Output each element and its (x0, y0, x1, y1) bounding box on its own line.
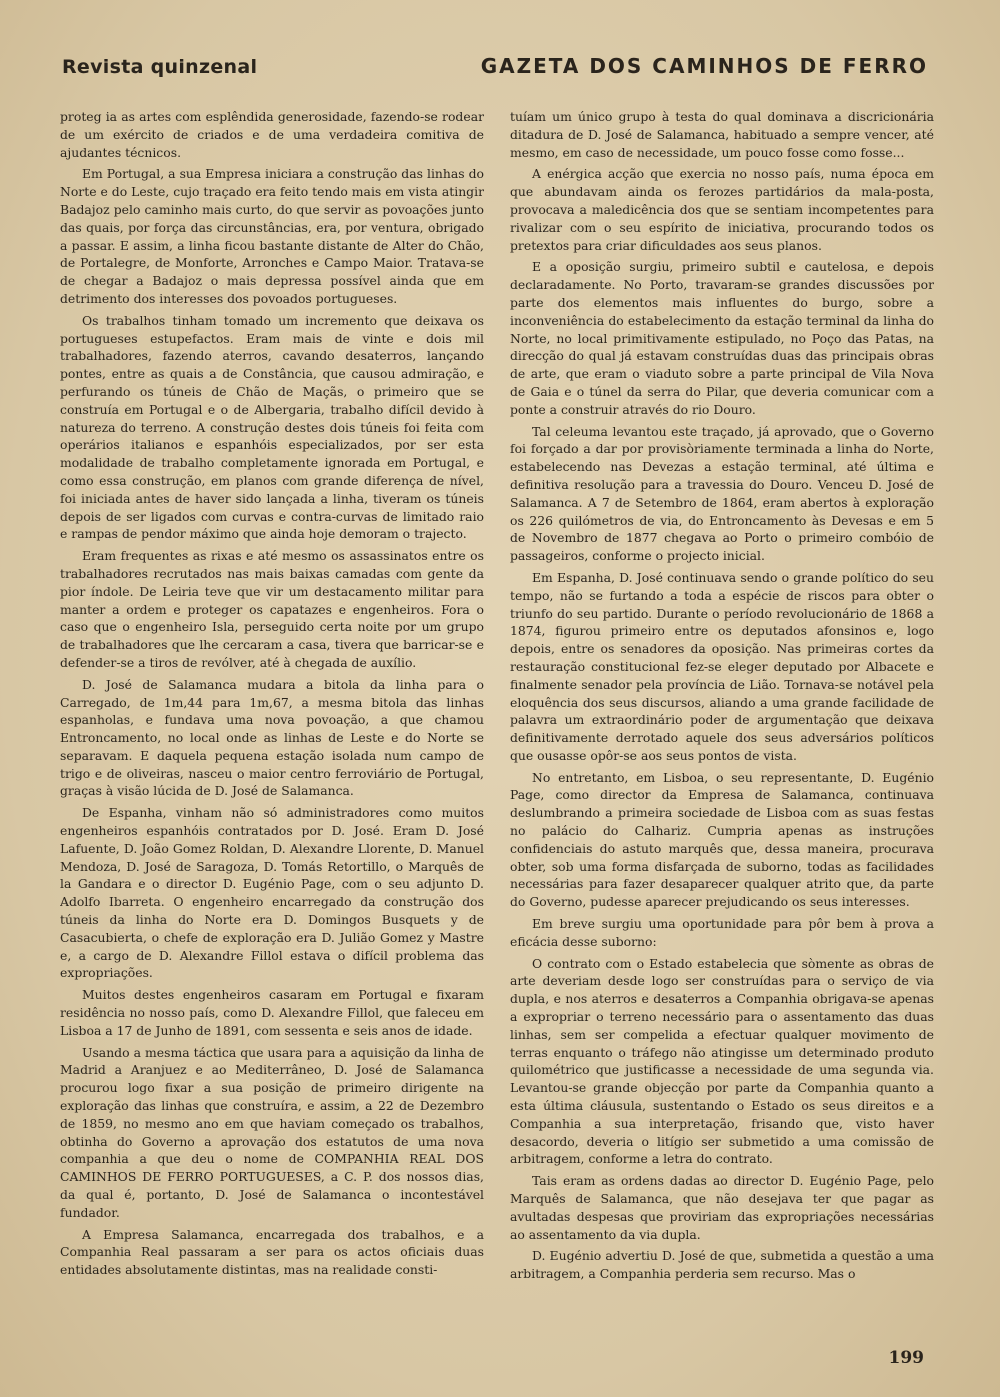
paragraph: Eram frequentes as rixas e até mesmo os assassinatos entre os trabalhadores recrutados nas mais baixas camadas com gente da pior índole. De Leiria teve que vir um destacamento militar para manter a ordem e proteger os capatazes e engenheiros. Fora o caso que o engenheiro Isla, perseguido certa noite por um grupo de trabalhadores que lhe cercaram a casa, tivera que barricar-se e defender-se a tiros de revólver, até à chegada de auxílio. (60, 548, 484, 670)
paragraph: A Empresa Salamanca, encarregada dos trabalhos, e a Companhia Real passaram a ser para os actos oficiais duas entidades absolutamente distintas, mas na realidade consti- (60, 1226, 484, 1278)
paragraph: No entretanto, em Lisboa, o seu representante, D. Eugénio Page, como director da Empresa de Salamanca, continuava deslumbrando a primeira sociedade de Lisboa com as suas festas no palácio do Calhariz. Cumpria apenas as instruções confidenciais do astuto marquês que, dessa maneira, procurava obter, sob uma forma disfarçada de suborno, todas as facilidades necessárias para fazer desaparecer qualquer atrito que, da parte do Governo, pudesse aparecer prejudicando os seus interesses. (510, 769, 934, 910)
left-column (60, 108, 484, 1328)
paragraph: A enérgica acção que exercia no nosso país, numa época em que abundavam ainda os ferozes partidários da mala-posta, provocava a maledicência dos que se sentiam incompetentes para rivalizar com o seu espírito de iniciativa, procurando todos os pretextos para criar dificuldades aos seus planos. (510, 166, 934, 253)
paragraph: Muitos destes engenheiros casaram em Portugal e fixaram residência no nosso país, como D. Alexandre Fillol, que faleceu em Lisboa a 17 de Junho de 1891, com sessenta e seis anos de idade. (60, 987, 484, 1038)
paragraph: D. Eugénio advertiu D. José de que, submetida a questão a uma arbitragem, a Companhia perderia sem recurso. Mas o (510, 1248, 934, 1282)
header-left: Revista quinzenal (62, 56, 258, 78)
paragraph: Tal celeuma levantou este traçado, já aprovado, que o Governo foi forçado a dar por provisòriamente terminada a linha do Norte, estabelecendo nas Devezas a estação terminal, até última e definitiva resolução para a travessia do Douro. Venceu D. José de Salamanca. A 7 de Setembro de 1864, eram abertos à exploração os 226 quilómetros de via, do Entroncamento às Devesas e em 5 de Novembro de 1877 chegava ao Porto o primeiro combóio de passageiros, conforme o projecto inicial. (510, 423, 934, 564)
paragraph: O contrato com o Estado estabelecia que sòmente as obras de arte deveriam desde logo ser construídas para o serviço de via dupla, e nos aterros e desaterros a Companhia obrigava-se apenas a expropriar o terreno necessário para o assentamento das duas linhas, sem ser compelida a efectuar qualquer movimento de terras enquanto o tráfego não atingisse um determinado produto quilométrico que justificasse a necessidade de uma segunda via. Levantou-se grande objecção por parte da Companhia quanto a esta última cláusula, sustentando o Estado os seus direitos e a Companhia a sua interpretação, frisando que, visto haver desacordo, deveria o litígio ser submetido a uma comissão de arbitragem, conforme a letra do contrato. (510, 955, 934, 1167)
paragraph: Em Portugal, a sua Empresa iniciara a construção das linhas do Norte e do Leste, cujo traçado era feito tendo mais em vista atingir Badajoz pelo caminho mais curto, do que servir as povoações junto das quais, por força das circunstâncias, era, por ventura, obrigado a passar. E assim, a linha ficou bastante distante de Alter do Chão, de Portalegre, de Monforte, Arronches e Campo Maior. Tratava-se de chegar a Badajoz o mais depressa possível ainda que em detrimento dos interesses dos povoados portugueses. (60, 166, 484, 306)
paragraph: Usando a mesma táctica que usara para a aquisição da linha de Madrid a Aranjuez e ao Mediterrâneo, D. José de Salamanca procurou logo fixar a sua posição de primeiro dirigente na exploração das linhas que construíra, e assim, a 22 de Dezembro de 1859, no mesmo ano em que haviam começado os trabalhos, obtinha do Governo a aprovação dos estatutos de uma nova companhia a que deu o nome de COMPANHIA REAL DOS CAMINHOS DE FERRO PORTUGUESES, a C. P. dos nossos dias, da qual é, portanto, D. José de Salamanca o incontestável fundador. (60, 1044, 484, 1220)
paragraph: Os trabalhos tinham tomado um incremento que deixava os portugueses estupefactos. Eram mais de vinte e dois mil trabalhadores, fazendo aterros, cavando desaterros, lançando pontes, entre as quais a de Constância, que causou admiração, e perfurando os túneis de Chão de Maçãs, o primeiro que se construía em Portugal e o de Albergaria, trabalho difícil devido à natureza do terreno. A construção destes dois túneis foi feita com operários italianos e espanhóis especializados, por ser esta modalidade de trabalho completamente ignorada em Portugal, e como essa construção, em planos com grande diferença de nível, foi iniciada antes de haver sido lançada a linha, tiveram os túneis depois de ser ligados com curvas e contra-curvas de limitado raio e rampas de pendor máximo que ainda hoje demoram o trajecto. (60, 312, 484, 542)
paragraph: Em breve surgiu uma oportunidade para pôr bem à prova a eficácia desse suborno: (510, 916, 934, 949)
paragraph: D. José de Salamanca mudara a bitola da linha para o Carregado, de 1m,44 para 1m,67, a mesma bitola das linhas espanholas, e fundava uma nova povoação, a que chamou Entroncamento, no local onde as linhas de Leste e do Norte se separavam. E daquela pequena estação isolada num campo de trigo e de oliveiras, nasceu o maior centro ferroviário de Portugal, graças à visão lúcida de D. José de Salamanca. (60, 676, 484, 799)
paragraph: Em Espanha, D. José continuava sendo o grande político do seu tempo, não se furtando a toda a espécie de riscos para obter o triunfo do seu partido. Durante o período revolucionário de 1868 a 1874, figurou primeiro entre os deputados afonsinos e, logo depois, entre os senadores da oposição. Nas primeiras cortes da restauração constitucional fez-se eleger deputado por Albacete e finalmente senador pela província de Lião. Tornava-se notável pela eloquência dos seus discursos, aliando a uma grande facilidade de palavra um extraordinário poder de argumentação que deixava definitivamente derrotado aquele dos seus adversários políticos que ousasse opôr-se aos seus pontos de vista. (510, 569, 934, 763)
paragraph: tuíam um único grupo à testa do qual dominava a discricionária ditadura de D. José de Salamanca, habituado a sempre vencer, até mesmo, em caso de necessidade, um pouco fosse como fosse... (510, 109, 934, 160)
paragraph: Tais eram as ordens dadas ao director D. Eugénio Page, pelo Marquês de Salamanca, que não desejava ter que pagar as avultadas despesas que proviriam das expropriações necessárias ao assentamento da via dupla. (510, 1173, 934, 1242)
header-right: GAZETA DOS CAMINHOS DE FERRO (480, 54, 928, 78)
paragraph: De Espanha, vinham não só administradores como muitos engenheiros espanhóis contratados por D. José. Eram D. José Lafuente, D. João Gomez Roldan, D. Alexandre Llorente, D. Manuel Mendoza, D. José de Saragoza, D. Tomás Retortillo, o Marquês de la Gandara e o director D. Eugénio Page, com o seu adjunto D. Adolfo Ibarreta. O engenheiro encarregado da construção dos túneis da linha do Norte era D. Domingos Busquets y de Casacubierta, o chefe de exploração era D. Julião Gomez y Mastre e, a cargo de D. Alexandre Fillol estava o difícil problema das expropriações. (60, 805, 484, 981)
page-number: 199 (888, 1348, 924, 1368)
right-column (510, 108, 934, 1328)
running-header (62, 48, 928, 78)
paragraph: proteg ia as artes com esplêndida generosidade, fazendo-se rodear de um exército de criados e de uma verdadeira comitiva de ajudantes técnicos. (60, 109, 484, 160)
text-columns (60, 108, 934, 1328)
paragraph: E a oposição surgiu, primeiro subtil e cautelosa, e depois declaradamente. No Porto, travaram-se grandes discussões por parte dos elementos mais influentes do burgo, sobre a inconveniência do estabelecimento da estação terminal da linha do Norte, no local primitivamente estipulado, no Poço das Patas, na direcção do qual já estavam construídas duas das principais obras de arte, que eram o viaduto sobre a parte principal de Vila Nova de Gaia e o túnel da serra do Pilar, que deveria comunicar com a ponte a construir através do rio Douro. (510, 259, 934, 417)
